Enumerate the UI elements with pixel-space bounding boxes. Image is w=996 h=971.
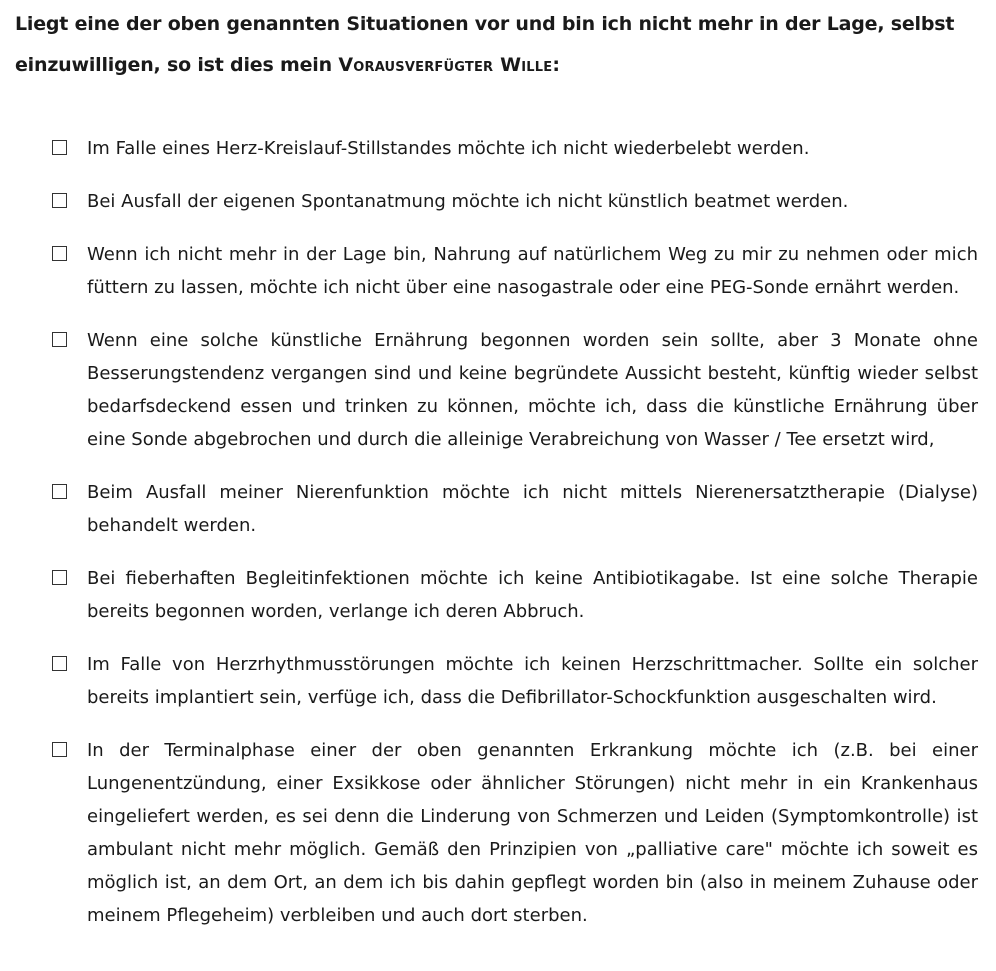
directive-item-palliative-care: [15, 734, 978, 932]
directive-text: Wenn ich nicht mehr in der Lage bin, Nahrung auf natürlichem Weg zu mir zu nehmen oder mich füttern zu lassen, möchte ich nicht über eine nasogastrale oder eine PEG-Sonde ernährt werden.: [87, 244, 978, 298]
directive-text: Im Falle eines Herz-Kreislauf-Stillstandes möchte ich nicht wiederbelebt werden.: [87, 138, 810, 159]
checkbox-tube-feeding[interactable]: [52, 246, 67, 261]
directive-item-dialysis: [15, 476, 978, 542]
directive-item-pacemaker: [15, 648, 978, 714]
directive-text: Bei fieberhaften Begleitinfektionen möchte ich keine Antibiotikagabe. Ist eine solche Therapie bereits begonnen worden, verlange ich deren Abbruch.: [87, 568, 978, 622]
directive-item-resuscitation: [15, 132, 978, 165]
checkbox-resuscitation[interactable]: [52, 140, 67, 155]
checkbox-stop-feeding[interactable]: [52, 332, 67, 347]
directive-item-ventilation: [15, 185, 978, 218]
directive-text: Bei Ausfall der eigenen Spontanatmung möchte ich nicht künstlich beatmet werden.: [87, 191, 849, 212]
directive-text: Wenn eine solche künstliche Ernährung begonnen worden sein sollte, aber 3 Monate ohne Besserungstendenz vergangen sind und keine begründete Aussicht besteht, künftig wieder selbst bedarfsdeckend essen und trinken zu können, möchte ich, dass die künstliche Ernährung über eine Sonde abgebrochen und durch die alleinige Verabreichung von Wasser / Tee ersetzt wird,: [87, 330, 978, 450]
checkbox-ventilation[interactable]: [52, 193, 67, 208]
checkbox-antibiotics[interactable]: [52, 570, 67, 585]
directive-item-antibiotics: [15, 562, 978, 628]
directive-text: Beim Ausfall meiner Nierenfunktion möchte ich nicht mittels Nierenersatztherapie (Dialyse) behandelt werden.: [87, 482, 978, 536]
heading-emphasis: Vorausverfügter Wille: [338, 54, 553, 76]
directive-text: Im Falle von Herzrhythmusstörungen möchte ich keinen Herzschrittmacher. Sollte ein solcher bereits implantiert sein, verfüge ich, dass die Defibrillator-Schockfunktion ausgeschalten wird.: [87, 654, 978, 708]
directive-item-tube-feeding: [15, 238, 978, 304]
checkbox-pacemaker[interactable]: [52, 656, 67, 671]
directive-list: [15, 132, 978, 932]
checkbox-dialysis[interactable]: [52, 484, 67, 499]
section-heading: [15, 4, 978, 86]
directive-item-stop-feeding: [15, 324, 978, 456]
checkbox-palliative-care[interactable]: [52, 742, 67, 757]
heading-suffix: :: [552, 54, 560, 76]
heading-text: Liegt eine der oben genannten Situationen vor und bin ich nicht mehr in der Lage, selbst einzuwilligen, so ist dies mein: [15, 13, 955, 76]
directive-text: In der Terminalphase einer der oben genannten Erkrankung möchte ich (z.B. bei einer Lungenentzündung, einer Exsikkose oder ähnlicher Störungen) nicht mehr in ein Krankenhaus eingeliefert werden, es sei denn die Linderung von Schmerzen und Leiden (Symptomkontrolle) ist ambulant nicht mehr möglich. Gemäß den Prinzipien von „palliative care" möchte ich soweit es möglich ist, an dem Ort, an dem ich bis dahin gepflegt worden bin (also in meinem Zuhause oder meinem Pflegeheim) verbleiben und auch dort sterben.: [87, 740, 978, 926]
